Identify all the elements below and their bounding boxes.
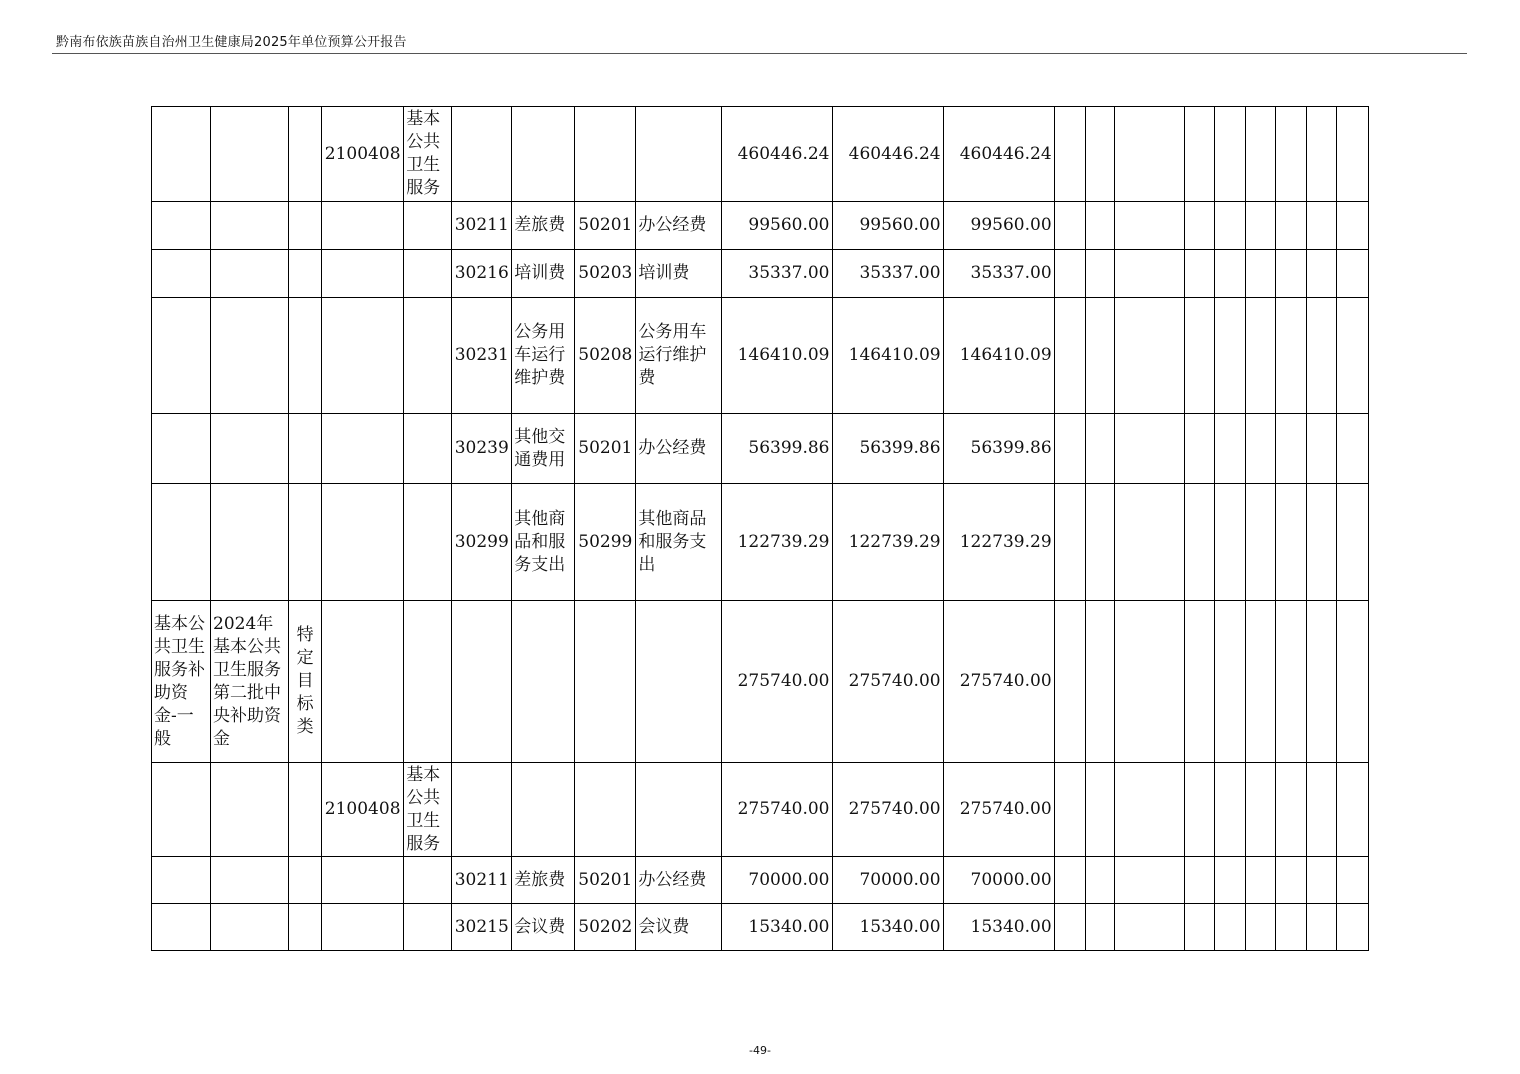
empty-cell <box>1114 857 1184 904</box>
general-budget-cell: 99560.00 <box>832 202 943 250</box>
empty-cell <box>1214 107 1245 202</box>
empty-cell <box>1275 601 1306 763</box>
function-code-cell: 2100408 <box>322 107 404 202</box>
econ-name-cell <box>512 601 575 763</box>
basic-expense-cell: 122739.29 <box>943 484 1054 601</box>
empty-cell <box>1054 904 1085 951</box>
empty-cell <box>1275 250 1306 298</box>
econ-code-cell <box>452 763 512 857</box>
project-type-cell <box>289 107 322 202</box>
empty-cell <box>1306 298 1336 414</box>
empty-cell <box>1114 763 1184 857</box>
gov-econ-name-cell: 办公经费 <box>636 857 722 904</box>
empty-cell <box>1085 414 1114 484</box>
general-budget-cell: 70000.00 <box>832 857 943 904</box>
empty-cell <box>1184 107 1214 202</box>
basic-expense-cell: 15340.00 <box>943 904 1054 951</box>
project-name-cell <box>211 484 289 601</box>
empty-cell <box>1114 414 1184 484</box>
table-row <box>152 484 1369 601</box>
table-row <box>152 298 1369 414</box>
total-amount-cell: 146410.09 <box>722 298 832 414</box>
function-name-cell: 基本公共卫生服务 <box>404 107 452 202</box>
gov-econ-code-cell: 50203 <box>575 250 636 298</box>
project-type-cell: 特定目标类 <box>289 601 322 763</box>
empty-cell <box>1336 904 1368 951</box>
table-row <box>152 414 1369 484</box>
empty-cell <box>1306 904 1336 951</box>
econ-name-cell <box>512 107 575 202</box>
empty-cell <box>1184 763 1214 857</box>
empty-cell <box>1306 414 1336 484</box>
econ-name-cell: 其他商品和服务支出 <box>512 484 575 601</box>
project-type-cell <box>289 298 322 414</box>
table-row <box>152 250 1369 298</box>
function-code-cell: 2100408 <box>322 763 404 857</box>
empty-cell <box>1114 202 1184 250</box>
project-name-cell: 2024年基本公共卫生服务第二批中央补助资金 <box>211 601 289 763</box>
empty-cell <box>1054 414 1085 484</box>
empty-cell <box>1114 107 1184 202</box>
econ-code-cell: 30211 <box>452 202 512 250</box>
function-code-cell <box>322 484 404 601</box>
function-name-cell <box>404 484 452 601</box>
project-name-cell <box>211 857 289 904</box>
project-category-cell <box>152 202 211 250</box>
empty-cell <box>1214 202 1245 250</box>
empty-cell <box>1336 414 1368 484</box>
empty-cell <box>1214 601 1245 763</box>
budget-table-body <box>152 107 1369 951</box>
project-type-cell <box>289 857 322 904</box>
empty-cell <box>1275 107 1306 202</box>
empty-cell <box>1306 601 1336 763</box>
empty-cell <box>1275 414 1306 484</box>
empty-cell <box>1054 763 1085 857</box>
project-name-cell <box>211 298 289 414</box>
gov-econ-code-cell: 50299 <box>575 484 636 601</box>
econ-code-cell: 30299 <box>452 484 512 601</box>
empty-cell <box>1275 857 1306 904</box>
empty-cell <box>1114 904 1184 951</box>
empty-cell <box>1085 250 1114 298</box>
general-budget-cell: 122739.29 <box>832 484 943 601</box>
econ-code-cell: 30211 <box>452 857 512 904</box>
gov-econ-name-cell: 公务用车运行维护费 <box>636 298 722 414</box>
function-code-cell <box>322 904 404 951</box>
empty-cell <box>1336 107 1368 202</box>
header-divider <box>52 53 1467 54</box>
empty-cell <box>1054 857 1085 904</box>
empty-cell <box>1306 202 1336 250</box>
empty-cell <box>1184 414 1214 484</box>
empty-cell <box>1085 107 1114 202</box>
empty-cell <box>1336 250 1368 298</box>
econ-code-cell: 30216 <box>452 250 512 298</box>
gov-econ-name-cell <box>636 107 722 202</box>
budget-table <box>151 106 1369 951</box>
empty-cell <box>1184 601 1214 763</box>
project-category-cell <box>152 414 211 484</box>
project-name-cell <box>211 414 289 484</box>
empty-cell <box>1245 857 1275 904</box>
empty-cell <box>1336 202 1368 250</box>
empty-cell <box>1245 250 1275 298</box>
empty-cell <box>1245 298 1275 414</box>
gov-econ-code-cell: 50202 <box>575 904 636 951</box>
econ-code-cell: 30215 <box>452 904 512 951</box>
empty-cell <box>1184 857 1214 904</box>
table-row <box>152 601 1369 763</box>
empty-cell <box>1214 763 1245 857</box>
table-row <box>152 763 1369 857</box>
project-name-cell <box>211 202 289 250</box>
empty-cell <box>1114 298 1184 414</box>
empty-cell <box>1085 601 1114 763</box>
project-category-cell <box>152 107 211 202</box>
project-category-cell <box>152 763 211 857</box>
general-budget-cell: 15340.00 <box>832 904 943 951</box>
general-budget-cell: 460446.24 <box>832 107 943 202</box>
empty-cell <box>1214 904 1245 951</box>
empty-cell <box>1214 250 1245 298</box>
empty-cell <box>1085 763 1114 857</box>
empty-cell <box>1275 484 1306 601</box>
econ-code-cell <box>452 107 512 202</box>
empty-cell <box>1214 414 1245 484</box>
econ-name-cell: 差旅费 <box>512 202 575 250</box>
table-row <box>152 904 1369 951</box>
function-name-cell <box>404 904 452 951</box>
basic-expense-cell: 460446.24 <box>943 107 1054 202</box>
total-amount-cell: 275740.00 <box>722 763 832 857</box>
function-code-cell <box>322 857 404 904</box>
empty-cell <box>1336 763 1368 857</box>
empty-cell <box>1306 250 1336 298</box>
basic-expense-cell: 56399.86 <box>943 414 1054 484</box>
project-type-cell <box>289 484 322 601</box>
project-name-cell <box>211 763 289 857</box>
econ-name-cell: 公务用车运行维护费 <box>512 298 575 414</box>
general-budget-cell: 146410.09 <box>832 298 943 414</box>
function-name-cell <box>404 250 452 298</box>
gov-econ-name-cell: 办公经费 <box>636 202 722 250</box>
empty-cell <box>1245 107 1275 202</box>
empty-cell <box>1184 904 1214 951</box>
empty-cell <box>1245 202 1275 250</box>
gov-econ-code-cell <box>575 107 636 202</box>
empty-cell <box>1114 484 1184 601</box>
project-category-cell: 基本公共卫生服务补助资金-一般 <box>152 601 211 763</box>
project-category-cell <box>152 484 211 601</box>
empty-cell <box>1085 202 1114 250</box>
gov-econ-name-cell: 其他商品和服务支出 <box>636 484 722 601</box>
empty-cell <box>1054 107 1085 202</box>
project-type-cell <box>289 763 322 857</box>
empty-cell <box>1214 484 1245 601</box>
function-name-cell <box>404 298 452 414</box>
general-budget-cell: 275740.00 <box>832 601 943 763</box>
econ-name-cell: 会议费 <box>512 904 575 951</box>
basic-expense-cell: 275740.00 <box>943 601 1054 763</box>
table-row <box>152 202 1369 250</box>
function-code-cell <box>322 202 404 250</box>
table-row <box>152 857 1369 904</box>
empty-cell <box>1085 857 1114 904</box>
empty-cell <box>1245 763 1275 857</box>
total-amount-cell: 460446.24 <box>722 107 832 202</box>
empty-cell <box>1275 763 1306 857</box>
table-row <box>152 107 1369 202</box>
empty-cell <box>1114 250 1184 298</box>
project-type-cell <box>289 250 322 298</box>
empty-cell <box>1336 298 1368 414</box>
empty-cell <box>1184 202 1214 250</box>
gov-econ-code-cell: 50208 <box>575 298 636 414</box>
econ-name-cell: 培训费 <box>512 250 575 298</box>
gov-econ-name-cell: 会议费 <box>636 904 722 951</box>
function-name-cell <box>404 202 452 250</box>
empty-cell <box>1054 601 1085 763</box>
function-code-cell <box>322 601 404 763</box>
total-amount-cell: 122739.29 <box>722 484 832 601</box>
basic-expense-cell: 35337.00 <box>943 250 1054 298</box>
empty-cell <box>1275 298 1306 414</box>
empty-cell <box>1085 904 1114 951</box>
project-category-cell <box>152 857 211 904</box>
function-name-cell <box>404 601 452 763</box>
econ-code-cell: 30231 <box>452 298 512 414</box>
project-type-cell <box>289 414 322 484</box>
gov-econ-code-cell: 50201 <box>575 414 636 484</box>
empty-cell <box>1214 857 1245 904</box>
gov-econ-name-cell: 培训费 <box>636 250 722 298</box>
basic-expense-cell: 146410.09 <box>943 298 1054 414</box>
econ-code-cell: 30239 <box>452 414 512 484</box>
gov-econ-code-cell <box>575 601 636 763</box>
econ-name-cell: 其他交通费用 <box>512 414 575 484</box>
page-number: -49- <box>749 1044 771 1057</box>
empty-cell <box>1306 484 1336 601</box>
empty-cell <box>1184 484 1214 601</box>
project-category-cell <box>152 298 211 414</box>
project-name-cell <box>211 904 289 951</box>
empty-cell <box>1054 484 1085 601</box>
total-amount-cell: 56399.86 <box>722 414 832 484</box>
total-amount-cell: 70000.00 <box>722 857 832 904</box>
empty-cell <box>1214 298 1245 414</box>
empty-cell <box>1306 857 1336 904</box>
general-budget-cell: 275740.00 <box>832 763 943 857</box>
empty-cell <box>1245 414 1275 484</box>
function-code-cell <box>322 298 404 414</box>
function-name-cell <box>404 857 452 904</box>
empty-cell <box>1245 904 1275 951</box>
econ-name-cell: 差旅费 <box>512 857 575 904</box>
total-amount-cell: 35337.00 <box>722 250 832 298</box>
empty-cell <box>1306 107 1336 202</box>
empty-cell <box>1306 763 1336 857</box>
project-type-cell <box>289 202 322 250</box>
total-amount-cell: 99560.00 <box>722 202 832 250</box>
gov-econ-code-cell: 50201 <box>575 202 636 250</box>
empty-cell <box>1114 601 1184 763</box>
empty-cell <box>1245 484 1275 601</box>
project-type-cell <box>289 904 322 951</box>
general-budget-cell: 35337.00 <box>832 250 943 298</box>
econ-code-cell <box>452 601 512 763</box>
basic-expense-cell: 70000.00 <box>943 857 1054 904</box>
gov-econ-code-cell: 50201 <box>575 857 636 904</box>
empty-cell <box>1184 298 1214 414</box>
total-amount-cell: 15340.00 <box>722 904 832 951</box>
general-budget-cell: 56399.86 <box>832 414 943 484</box>
empty-cell <box>1275 202 1306 250</box>
gov-econ-code-cell <box>575 763 636 857</box>
basic-expense-cell: 99560.00 <box>943 202 1054 250</box>
empty-cell <box>1054 250 1085 298</box>
total-amount-cell: 275740.00 <box>722 601 832 763</box>
function-name-cell: 基本公共卫生服务 <box>404 763 452 857</box>
empty-cell <box>1184 250 1214 298</box>
project-name-cell <box>211 107 289 202</box>
empty-cell <box>1336 857 1368 904</box>
empty-cell <box>1275 904 1306 951</box>
empty-cell <box>1085 298 1114 414</box>
empty-cell <box>1336 484 1368 601</box>
function-code-cell <box>322 250 404 298</box>
function-code-cell <box>322 414 404 484</box>
gov-econ-name-cell <box>636 601 722 763</box>
empty-cell <box>1245 601 1275 763</box>
gov-econ-name-cell: 办公经费 <box>636 414 722 484</box>
econ-name-cell <box>512 763 575 857</box>
report-title: 黔南布依族苗族自治州卫生健康局2025年单位预算公开报告 <box>56 35 407 50</box>
basic-expense-cell: 275740.00 <box>943 763 1054 857</box>
empty-cell <box>1085 484 1114 601</box>
empty-cell <box>1054 298 1085 414</box>
gov-econ-name-cell <box>636 763 722 857</box>
empty-cell <box>1054 202 1085 250</box>
project-category-cell <box>152 904 211 951</box>
empty-cell <box>1336 601 1368 763</box>
function-name-cell <box>404 414 452 484</box>
project-name-cell <box>211 250 289 298</box>
project-category-cell <box>152 250 211 298</box>
